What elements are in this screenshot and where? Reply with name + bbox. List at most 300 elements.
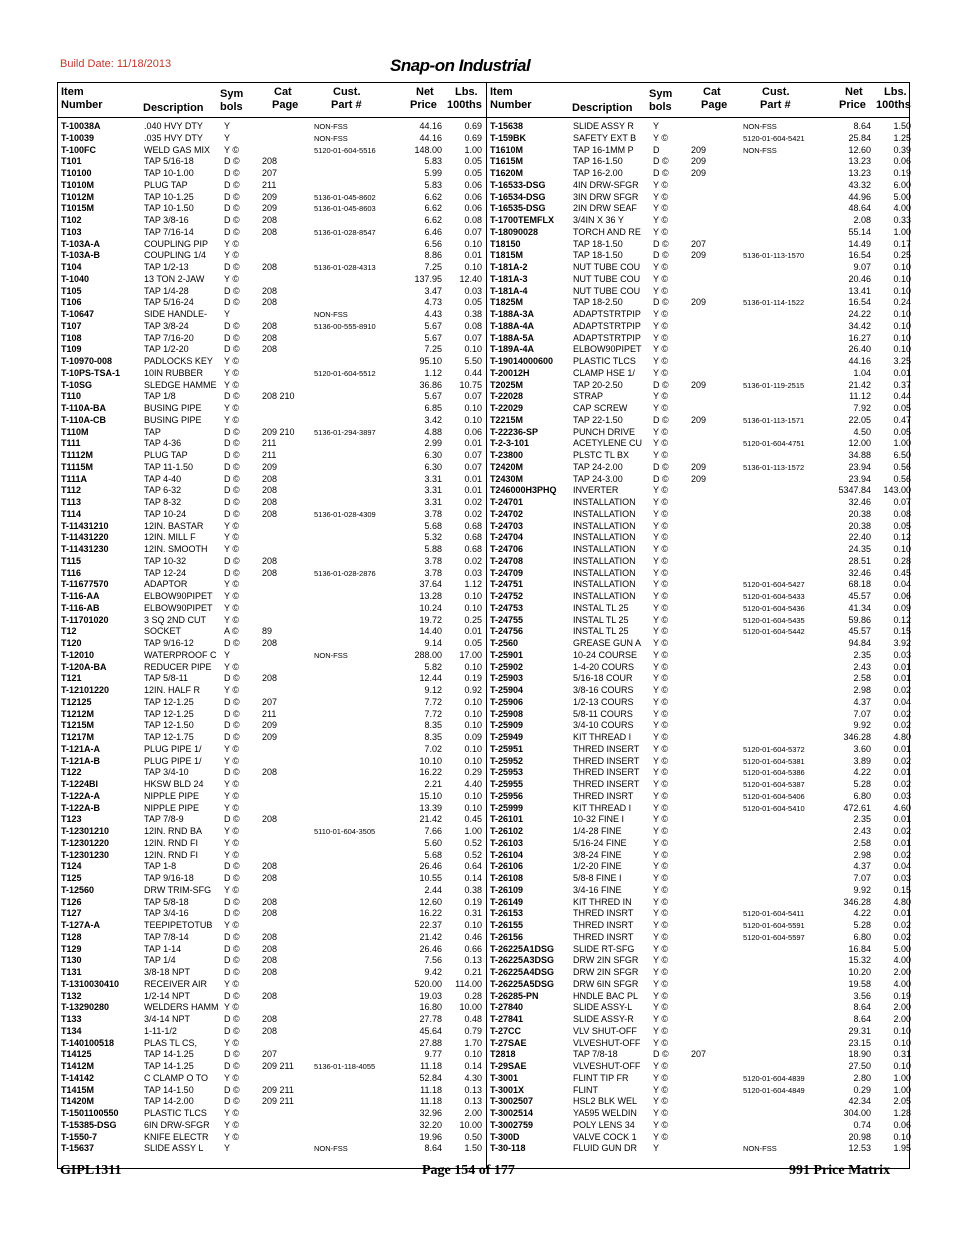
description: TAP 9/16-12 (144, 638, 194, 648)
symbols: D © (224, 332, 240, 343)
description: TAP 7/16-20 (144, 332, 194, 343)
net-price: 19.03 (419, 990, 442, 1001)
weight: 0.03 (464, 285, 482, 296)
net-price: 2.80 (853, 1072, 871, 1083)
weight: 12.40 (459, 273, 482, 284)
item-number: T-12101220 (61, 685, 110, 695)
weight: 0.04 (893, 861, 911, 872)
table-row (58, 838, 486, 850)
weight: 0.13 (464, 955, 482, 966)
catalog-page: 208 210 (262, 391, 295, 402)
net-price: 15.10 (419, 790, 442, 801)
weight: 0.13 (464, 1096, 482, 1107)
description: TAP 18-1.50 (573, 250, 623, 261)
table-row (487, 1002, 911, 1014)
table-row (487, 638, 911, 650)
table-row (487, 685, 911, 697)
symbols: Y © (224, 414, 239, 425)
item-number: T-26155 (490, 920, 524, 930)
item-number: T-26153 (490, 908, 524, 919)
description: TAP 5/16-24 (144, 297, 194, 308)
weight: 5.00 (893, 943, 911, 954)
symbols: D © (224, 720, 240, 731)
symbols: Y © (653, 1025, 668, 1036)
weight: 4.30 (464, 1072, 482, 1083)
table-row (58, 333, 486, 345)
weight: 0.02 (893, 826, 911, 836)
net-price: 55.14 (848, 226, 871, 237)
table-row (487, 320, 911, 333)
weight: 0.50 (464, 1131, 482, 1142)
table-row (58, 1096, 486, 1108)
weight: 0.05 (464, 156, 482, 167)
customer-part: 5120-01-604-4849 (743, 1085, 805, 1095)
description: TAP 4-40 (144, 473, 182, 484)
item-number: T-1224BI (61, 779, 99, 789)
net-price: 1.04 (853, 367, 871, 378)
net-price: 2.35 (853, 814, 871, 825)
symbols: Y © (653, 497, 668, 507)
symbols: D © (224, 485, 240, 496)
item-number: T-26149 (490, 896, 524, 907)
table-row (58, 991, 486, 1003)
catalog-page: 209 (262, 720, 278, 731)
symbols: Y © (224, 779, 239, 789)
table-row (58, 403, 486, 415)
table-row (487, 203, 911, 215)
weight: 0.25 (893, 250, 911, 261)
symbols: D © (224, 391, 240, 402)
table-row (487, 508, 911, 521)
table-row (58, 709, 486, 721)
symbols: Y © (224, 802, 239, 813)
table-row (58, 568, 486, 580)
symbols: D © (224, 226, 240, 237)
item-number: T-25949 (490, 732, 524, 742)
net-price: 9.92 (853, 884, 871, 895)
net-price: 14.49 (848, 238, 871, 249)
catalog-page: 89 (262, 626, 273, 637)
net-price: 32.20 (419, 1119, 442, 1130)
header-price: Price (410, 99, 437, 111)
description: TAP 16-2.00 (573, 168, 623, 178)
table-row (58, 309, 486, 321)
header-cust-right: Cust. (762, 86, 790, 98)
net-price: 3.31 (424, 497, 442, 507)
symbols: D © (224, 344, 240, 355)
weight: 0.02 (893, 931, 911, 942)
net-price: 20.46 (848, 273, 871, 284)
net-price: 3.42 (424, 414, 442, 425)
table-row (487, 579, 911, 591)
item-number: T-16533-DSG (490, 179, 546, 190)
description: RECEIVER AIR (144, 978, 208, 989)
description: TAP 18-2.50 (573, 297, 623, 308)
description: WELD GAS MIX (144, 144, 211, 155)
net-price: 9.14 (424, 638, 442, 648)
item-number: T10100 (61, 168, 92, 178)
table-header (58, 83, 909, 118)
table-row (487, 356, 911, 368)
header-lbs-right: Lbs. (884, 86, 907, 98)
table-row (58, 427, 486, 439)
description: VLVESHUT-OFF (573, 1037, 641, 1048)
item-number: T-14142 (61, 1072, 95, 1083)
weight: 0.06 (464, 203, 482, 214)
weight: 0.28 (893, 555, 911, 566)
symbols: Y © (653, 673, 668, 684)
catalog-page: 208 (262, 344, 278, 355)
net-price: 25.84 (848, 132, 871, 143)
weight: 0.03 (893, 873, 911, 883)
table-row (487, 626, 911, 638)
table-row (58, 826, 486, 838)
net-price: 9.07 (853, 262, 871, 272)
description: TAP 20-2.50 (573, 379, 623, 390)
symbols: Y © (224, 826, 239, 836)
item-number: T1615M (490, 156, 524, 167)
net-price: 8.64 (853, 1002, 871, 1013)
item-number: T-22028 (490, 391, 524, 402)
symbols: Y © (224, 238, 239, 249)
description: TEEPIPETOTUB (144, 920, 213, 930)
item-number: T-24751 (490, 579, 524, 590)
table-row (487, 743, 911, 756)
item-number: T-10970-008 (61, 356, 113, 366)
header-page-right: Page (701, 99, 728, 111)
net-price: 4.43 (424, 309, 442, 319)
table-row (487, 1049, 911, 1061)
table-row (58, 814, 486, 826)
item-number: T-27SAE (490, 1037, 527, 1048)
catalog-page: 209 (691, 473, 707, 484)
net-price: 3.47 (424, 285, 442, 296)
customer-part: 5136-01-294-3897 (314, 427, 376, 437)
item-number: T-3001 (490, 1072, 519, 1083)
brand-logo: Snap-on Industrial (390, 56, 531, 75)
item-number: T106 (61, 297, 82, 308)
item-number: T-189A-4A (490, 344, 535, 355)
table-row (487, 661, 911, 674)
weight: 0.10 (464, 602, 482, 613)
customer-part: NON-FSS (743, 145, 777, 155)
symbols: Y © (653, 626, 668, 637)
weight: 0.46 (464, 931, 482, 942)
net-price: 7.72 (424, 708, 442, 719)
item-number: T1415M (61, 1084, 95, 1095)
weight: 0.02 (893, 779, 911, 789)
symbols: D © (224, 861, 240, 872)
table-row (487, 238, 911, 251)
table-row (58, 744, 486, 756)
catalog-page: 207 (262, 696, 278, 707)
symbols: Y © (653, 884, 668, 895)
item-number: T-12301230 (61, 849, 110, 860)
symbols: Y © (653, 1014, 668, 1024)
weight: 0.45 (893, 567, 911, 578)
item-number: T-25908 (490, 708, 524, 719)
net-price: 13.41 (848, 285, 871, 296)
net-price: 7.92 (853, 403, 871, 413)
item-number: T-100FC (61, 144, 97, 155)
description: 10-24 COURSE (573, 649, 638, 660)
symbols: D © (224, 638, 240, 648)
item-number: T-22029 (490, 403, 524, 413)
symbols: Y © (224, 356, 239, 366)
table-row (58, 779, 486, 791)
header-100ths: 100ths (447, 99, 482, 111)
table-row (487, 461, 911, 474)
symbols: Y © (653, 685, 668, 695)
symbols: Y © (653, 873, 668, 883)
description: TAP 3/4-16 (144, 908, 189, 919)
net-price: 21.42 (419, 931, 442, 942)
description: INSTALLATION (573, 555, 636, 566)
symbols: Y © (653, 661, 668, 672)
table-row (487, 344, 911, 356)
catalog-page: 208 (262, 931, 278, 942)
item-number: T116 (61, 567, 82, 578)
symbols: Y © (653, 1096, 668, 1107)
description: THRED INSERT (573, 743, 640, 754)
weight: 0.09 (893, 602, 911, 613)
catalog-page: 209 211 (262, 1096, 294, 1107)
weight: 0.44 (464, 367, 482, 378)
symbols: Y © (653, 391, 668, 402)
item-number: T105 (61, 285, 82, 296)
header-lbs: Lbs. (455, 86, 478, 98)
item-number: T-24753 (490, 602, 524, 613)
symbols: Y © (653, 614, 668, 625)
net-price: 5347.84 (838, 485, 871, 496)
description: .035 HVY DTY (144, 132, 203, 143)
item-number: T-181A-3 (490, 273, 528, 284)
net-price: 7.66 (424, 826, 442, 836)
catalog-page: 209 (691, 168, 707, 178)
symbols: D © (224, 179, 240, 190)
net-price: 10.55 (419, 873, 442, 883)
description: 3/4-16 FINE (573, 884, 622, 895)
table-row (487, 1037, 911, 1050)
customer-part: 5120-01-604-4751 (743, 439, 805, 449)
header-sym: Sym (220, 88, 244, 100)
description: TAP 24-3.00 (573, 473, 623, 484)
weight: 0.48 (464, 1014, 482, 1024)
item-number: T-188A-4A (490, 320, 535, 331)
table-row (487, 179, 911, 192)
catalog-page: 208 (262, 673, 278, 684)
symbols: Y (653, 121, 660, 131)
weight: 0.05 (464, 297, 482, 308)
table-row (487, 896, 911, 909)
description: INSTALLATION (573, 497, 636, 507)
description: TAP 3/4-10 (144, 767, 189, 778)
symbols: Y © (653, 1061, 668, 1071)
item-number: T1815M (490, 250, 524, 261)
weight: 0.07 (464, 461, 482, 472)
symbols: Y © (653, 931, 668, 942)
header-description: Description (143, 102, 204, 114)
item-number: T-3002507 (490, 1096, 534, 1107)
net-price: 24.22 (848, 309, 871, 319)
item-number: T-25999 (490, 802, 524, 813)
net-price: 6.80 (853, 931, 871, 942)
item-number: T-10039 (61, 132, 95, 143)
description: BUSING PIPE (144, 403, 202, 413)
item-number: T131 (61, 967, 82, 977)
table-row (58, 732, 486, 744)
symbols: D © (224, 1025, 240, 1036)
description: 3/8-18 NPT (144, 967, 191, 977)
item-number: T121 (61, 673, 82, 684)
weight: 0.01 (464, 250, 482, 261)
table-row (58, 180, 486, 192)
item-number: T-116-AA (61, 591, 100, 601)
symbols: Y © (653, 708, 668, 719)
weight: 1.95 (893, 1143, 911, 1154)
item-number: T111A (61, 473, 88, 484)
net-price: 3.60 (853, 743, 871, 754)
item-number: T-188A-5A (490, 332, 535, 343)
description: TAP 10-1.50 (144, 203, 194, 214)
weight: 1.50 (464, 1143, 482, 1154)
weight: 0.03 (464, 567, 482, 578)
item-number: T-25956 (490, 790, 524, 801)
item-number: T123 (61, 814, 82, 825)
weight: 4.80 (893, 732, 911, 742)
catalog-page: 209 211 (262, 1084, 294, 1095)
catalog-page: 208 (262, 767, 278, 778)
description: INVERTER (573, 485, 619, 496)
symbols: Y © (224, 685, 239, 695)
net-price: 59.86 (848, 614, 871, 625)
catalog-page: 209 (691, 379, 707, 390)
catalog-page: 208 (262, 955, 278, 966)
weight: 0.01 (893, 673, 911, 684)
item-number: T2818 (490, 1049, 516, 1060)
weight: 0.29 (464, 767, 482, 778)
table-row (487, 1119, 911, 1132)
table-row (58, 685, 486, 697)
item-number: T-10PS-TSA-1 (61, 367, 121, 378)
description: TAP 18-1.50 (573, 238, 623, 249)
net-price: 7.25 (424, 262, 442, 272)
item-number: T-25903 (490, 673, 524, 684)
table-row (58, 239, 486, 251)
catalog-page: 208 (262, 473, 278, 484)
symbols: Y © (653, 896, 668, 907)
net-price: 48.64 (848, 203, 871, 214)
weight: 2.00 (464, 1108, 482, 1118)
header-page: Page (272, 99, 299, 111)
item-number: T-1501100550 (61, 1108, 119, 1118)
customer-part: 5120-01-604-5435 (743, 615, 805, 625)
description: SLIDE RT-SFG (573, 943, 635, 954)
description: SIDE HANDLE- (144, 309, 208, 319)
item-number: T-181A-4 (490, 285, 528, 296)
weight: 0.05 (464, 638, 482, 648)
net-price: 2.35 (853, 649, 871, 660)
net-price: 29.31 (848, 1025, 871, 1036)
weight: 0.10 (464, 743, 482, 754)
item-number: T-103A-B (61, 250, 101, 261)
symbols: D © (224, 450, 240, 460)
symbols: Y © (653, 743, 668, 754)
description: TAP 4-36 (144, 438, 182, 449)
description: 10-32 FINE I (573, 814, 625, 825)
item-number: T2420M (490, 461, 524, 472)
net-price: 2.99 (424, 438, 442, 449)
table-row (58, 920, 486, 932)
weight: 0.92 (464, 685, 482, 695)
item-number: T-30-118 (490, 1143, 526, 1154)
net-price: 8.35 (424, 732, 442, 742)
symbols: Y © (653, 1072, 668, 1083)
net-price: 32.46 (848, 567, 871, 578)
net-price: 3.78 (424, 555, 442, 566)
table-row (487, 226, 911, 239)
item-number: T-1700TEMFLX (490, 215, 555, 225)
weight: 0.06 (893, 1119, 911, 1130)
table-row (58, 1026, 486, 1038)
weight: 2.00 (893, 1002, 911, 1013)
item-number: T-10647 (61, 309, 95, 319)
item-number: T-110A-CB (61, 414, 107, 425)
description: 12IN. HALF R (144, 685, 201, 695)
table-row (487, 673, 911, 685)
description: HNDLE BAC PL (573, 990, 639, 1001)
net-price: 16.84 (848, 943, 871, 954)
table-row (487, 297, 911, 309)
catalog-page: 209 (691, 461, 707, 472)
weight: 0.52 (464, 849, 482, 860)
item-number: T-26103 (490, 837, 524, 848)
net-price: 6.30 (424, 461, 442, 472)
weight: 5.00 (893, 191, 911, 202)
weight: 1.28 (893, 1108, 911, 1118)
symbols: D © (224, 555, 240, 566)
table-row (487, 591, 911, 603)
net-price: 9.12 (424, 685, 442, 695)
description: SLIDE ASSY-R (573, 1014, 634, 1024)
weight: 0.31 (893, 1049, 911, 1060)
weight: 0.69 (464, 121, 482, 131)
net-price: 16.22 (419, 908, 442, 919)
weight: 0.21 (464, 967, 482, 977)
net-price: 3.89 (853, 755, 871, 766)
table-row (58, 1120, 486, 1132)
item-number: T130 (61, 955, 82, 966)
symbols: D © (653, 379, 669, 390)
description: FLINT TIP FR (573, 1072, 629, 1083)
item-number: T-25951 (490, 743, 524, 754)
symbols: Y © (653, 1108, 668, 1118)
net-price: 16.54 (848, 250, 871, 261)
item-number: T14125 (61, 1049, 92, 1060)
weight: 0.15 (893, 884, 911, 895)
symbols: D © (653, 473, 669, 484)
item-number: T-10038A (61, 121, 101, 131)
item-number: T-110A-BA (61, 403, 107, 413)
item-number: T-15638 (490, 121, 524, 131)
net-price: 7.07 (853, 708, 871, 719)
description: PLSTC TL BX (573, 450, 630, 460)
description: ADAPTSTRTPIP (573, 332, 641, 343)
weight: 0.01 (464, 626, 482, 637)
table-row (58, 380, 486, 392)
weight: 0.10 (464, 920, 482, 930)
header-cat: Cat (274, 86, 292, 98)
